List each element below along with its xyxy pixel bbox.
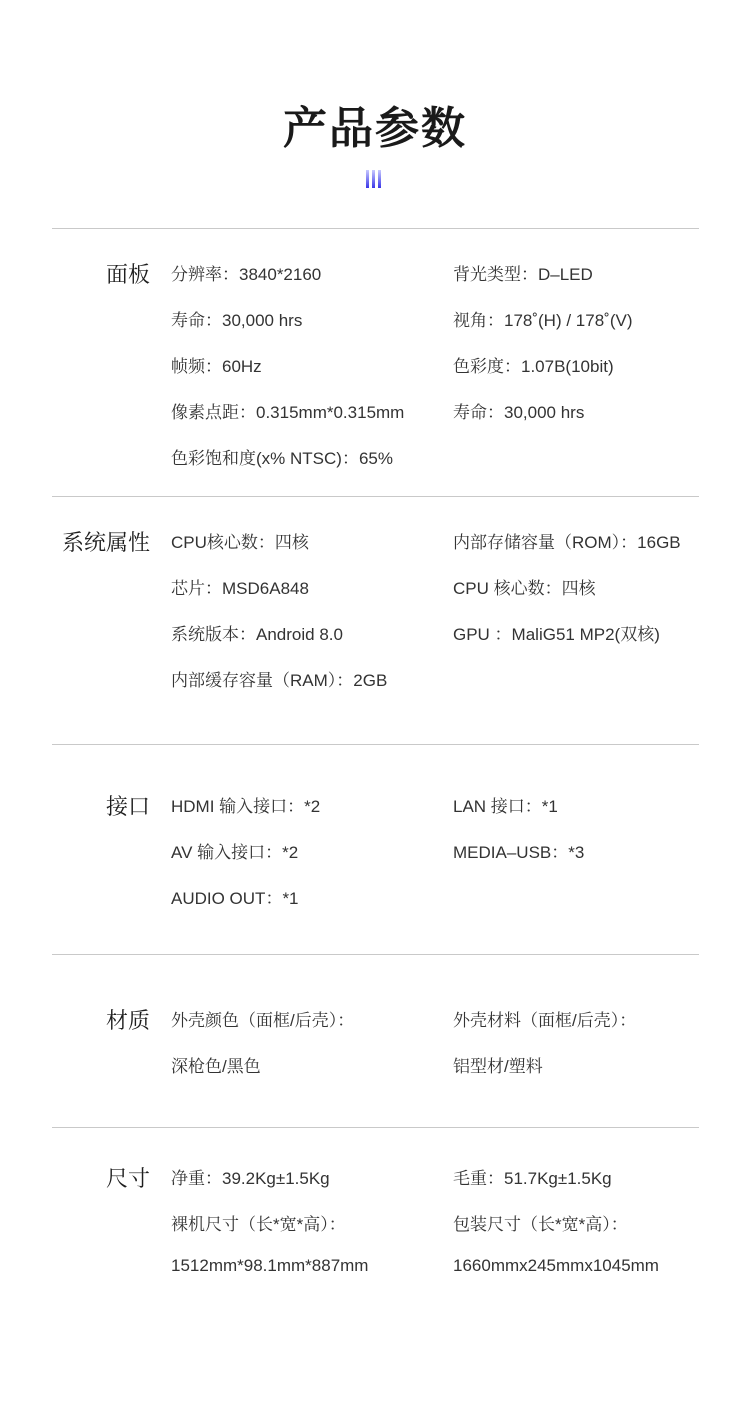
spec-item: 寿命：30,000 hrs [171, 311, 303, 330]
spec-item: CPU核心数：四核 [171, 533, 309, 552]
spec-item: LAN 接口：*1 [453, 797, 558, 816]
section-divider [52, 744, 699, 745]
spec-item: CPU 核心数：四核 [453, 579, 596, 598]
spec-item: 铝型材/塑料 [453, 1057, 543, 1076]
spec-item: 外壳材料（面框/后壳）： [453, 1011, 637, 1030]
spec-item: 帧频：60Hz [171, 357, 262, 376]
spec-item: MEDIA–USB：*3 [453, 843, 585, 862]
spec-item: 背光类型：D–LED [453, 265, 593, 284]
spec-item: HDMI 输入接口：*2 [171, 797, 321, 816]
spec-item: 内部缓存容量（RAM）：2GB [171, 671, 388, 690]
spec-item: 1660mmx245mmx1045mm [453, 1256, 659, 1275]
spec-item: 净重：39.2Kg±1.5Kg [171, 1169, 330, 1188]
spec-item: AUDIO OUT：*1 [171, 889, 299, 908]
spec-item: 外壳颜色（面框/后壳）： [171, 1011, 355, 1030]
spec-item: 毛重：51.7Kg±1.5Kg [453, 1169, 612, 1188]
section-label-system: 系统属性 [61, 530, 150, 555]
spec-item: 色彩度：1.07B(10bit) [453, 357, 614, 376]
page-title: 产品参数 [283, 104, 467, 153]
spec-item: 寿命：30,000 hrs [453, 403, 585, 422]
section-divider [52, 496, 699, 497]
section-label-ports: 接口 [105, 794, 150, 819]
section-divider [52, 954, 699, 955]
spec-item: 芯片：MSD6A848 [171, 579, 309, 598]
spec-item: AV 输入接口：*2 [171, 843, 299, 862]
section-divider [52, 1127, 699, 1128]
spec-item: GPU ：MaliG51 MP2(双核) [453, 625, 660, 644]
section-label-material: 材质 [105, 1008, 150, 1033]
title-accent-bars-icon [366, 170, 386, 188]
spec-item: 系统版本：Android 8.0 [171, 625, 343, 644]
section-divider [52, 228, 699, 229]
spec-item: 视角：178˚(H) / 178˚(V) [453, 311, 633, 330]
section-label-panel: 面板 [105, 262, 150, 287]
section-label-dimensions: 尺寸 [105, 1166, 150, 1191]
spec-item: 分辨率：3840*2160 [171, 265, 322, 284]
spec-item: 裸机尺寸（长*宽*高）： [171, 1215, 346, 1234]
spec-item: 内部存储容量（ROM）：16GB [453, 533, 681, 552]
spec-item: 包装尺寸（长*宽*高）： [453, 1215, 628, 1234]
spec-item: 深枪色/黑色 [171, 1057, 261, 1076]
spec-item: 1512mm*98.1mm*887mm [171, 1256, 369, 1275]
spec-item: 色彩饱和度(x% NTSC)：65% [171, 449, 393, 468]
spec-item: 像素点距：0.315mm*0.315mm [171, 403, 405, 422]
